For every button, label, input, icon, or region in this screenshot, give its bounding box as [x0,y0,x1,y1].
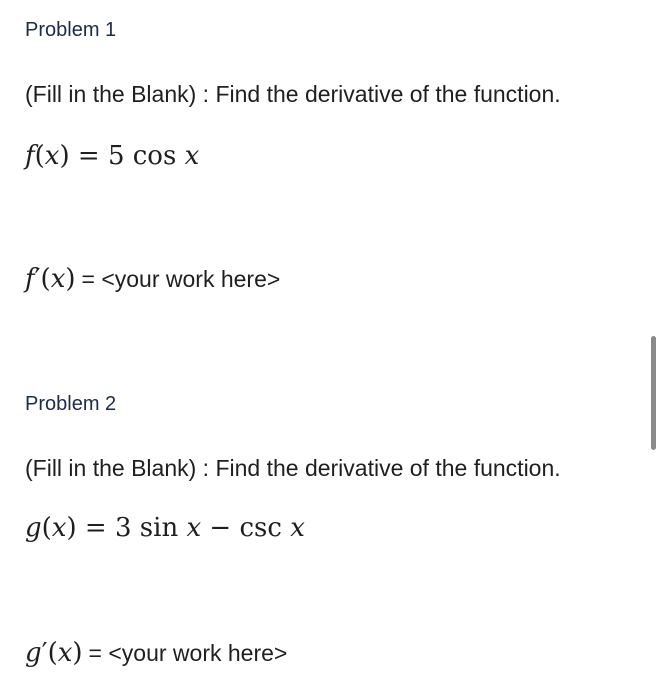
function-trig: sin [139,513,179,543]
function-name: g [25,513,42,543]
problem-1-function: f(x) = 5 cos x [25,141,200,171]
problem-2-prompt: (Fill in the Blank) : Find the derivative of the function. [25,455,561,481]
answer-placeholder[interactable]: = <your work here> [88,640,288,666]
problem-2-function: g(x) = 3 sin x − csc x [25,513,305,543]
function-var: x [44,141,60,171]
problem-2-title: Problem 2 [25,393,117,415]
function-operator: − [209,513,232,543]
problem-1-title: Problem 1 [25,19,117,41]
problem-2-answer-line[interactable] [25,638,287,668]
derivative-lhs: g′(x) [25,638,83,668]
function-arg-2: x [290,513,305,543]
function-coef: 3 [114,513,132,543]
function-var: x [51,513,67,543]
function-arg: x [184,141,200,171]
function-trig: cos [132,141,177,171]
function-trig-2: csc [239,513,282,543]
problem-1-prompt: (Fill in the Blank) : Find the derivative of the function. [25,81,561,107]
vertical-scrollbar[interactable] [651,336,656,450]
function-coef: 5 [107,141,125,171]
answer-placeholder[interactable]: = <your work here> [81,266,281,292]
derivative-lhs: f′(x) [25,264,76,294]
problem-1-answer-line[interactable] [25,264,280,294]
function-name: f [25,141,35,171]
function-arg: x [186,513,202,543]
